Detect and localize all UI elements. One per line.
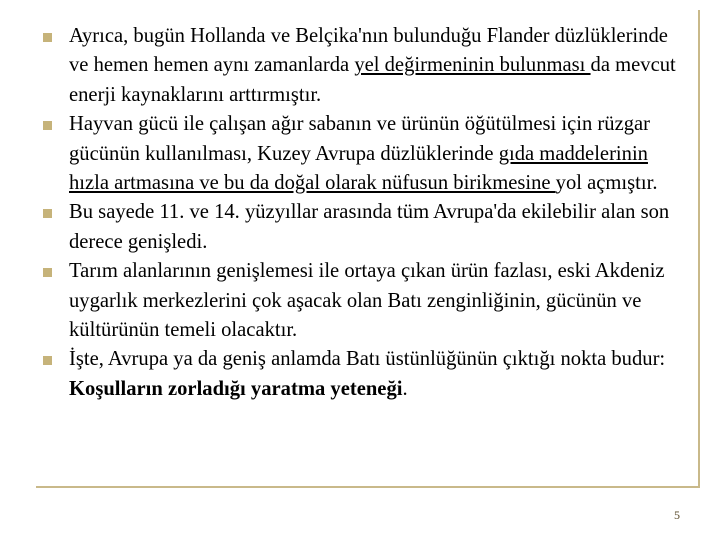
slide-frame-right-rule (698, 10, 700, 488)
text-run: yol açmıştır. (555, 172, 658, 195)
text-run: Hayvan gücü ile çalışan ağır sabanın ve ürünün öğütülmesi için rüzgar gücünün kullanılması, Kuzey Avrupa düzlüklerinde (69, 113, 651, 165)
text-run: Ayrıca, bugün Hollanda ve Belçika'nın bulunduğu Flander düzlüklerinde ve hemen hemen aynı zamanlarda (69, 25, 668, 77)
bullet-item-2 (40, 110, 690, 198)
text-run: Bu sayede 11. ve 14. yüzyıllar arasında tüm Avrupa'da ekilebilir alan son derece genişledi. (69, 201, 670, 253)
square-bullet-icon (43, 33, 52, 42)
square-bullet-icon (43, 356, 52, 365)
slide-frame-bottom-rule (36, 486, 700, 488)
bullet-text (69, 25, 676, 106)
square-bullet-icon (43, 121, 52, 130)
bullet-text (69, 201, 669, 252)
bold-text-run: Koşulların zorladığı yaratma yeteneği (69, 377, 403, 400)
bullet-list (40, 22, 690, 404)
text-run: . (402, 377, 408, 400)
square-bullet-icon (43, 268, 52, 277)
underlined-text-run: gıda maddelerinin hızla artmasına ve bu da doğal olarak nüfusun birikmesine (69, 142, 648, 195)
bullet-item-4 (40, 257, 690, 345)
underlined-text-run: yel değirmeninin bulunması (354, 54, 591, 77)
bullet-item-1 (40, 22, 690, 110)
bullet-text (69, 348, 665, 399)
bullet-text (69, 260, 665, 341)
bullet-item-5 (40, 345, 690, 404)
text-run: İşte, Avrupa ya da geniş anlamda Batı üstünlüğünün çıktığı nokta budur: (69, 348, 666, 371)
text-run: Tarım alanlarının genişlemesi ile ortaya çıkan ürün fazlası, eski Akdeniz uygarlık merkezlerini çok aşacak olan Batı zenginliğinin, gücünün ve kültürünün temeli olacaktır. (69, 260, 665, 342)
bullet-text (69, 113, 657, 194)
square-bullet-icon (43, 209, 52, 218)
page-number: 5 (674, 508, 680, 522)
bullet-item-3 (40, 198, 690, 257)
text-run: da mevcut enerji kaynaklarını arttırmıştır. (69, 54, 676, 106)
